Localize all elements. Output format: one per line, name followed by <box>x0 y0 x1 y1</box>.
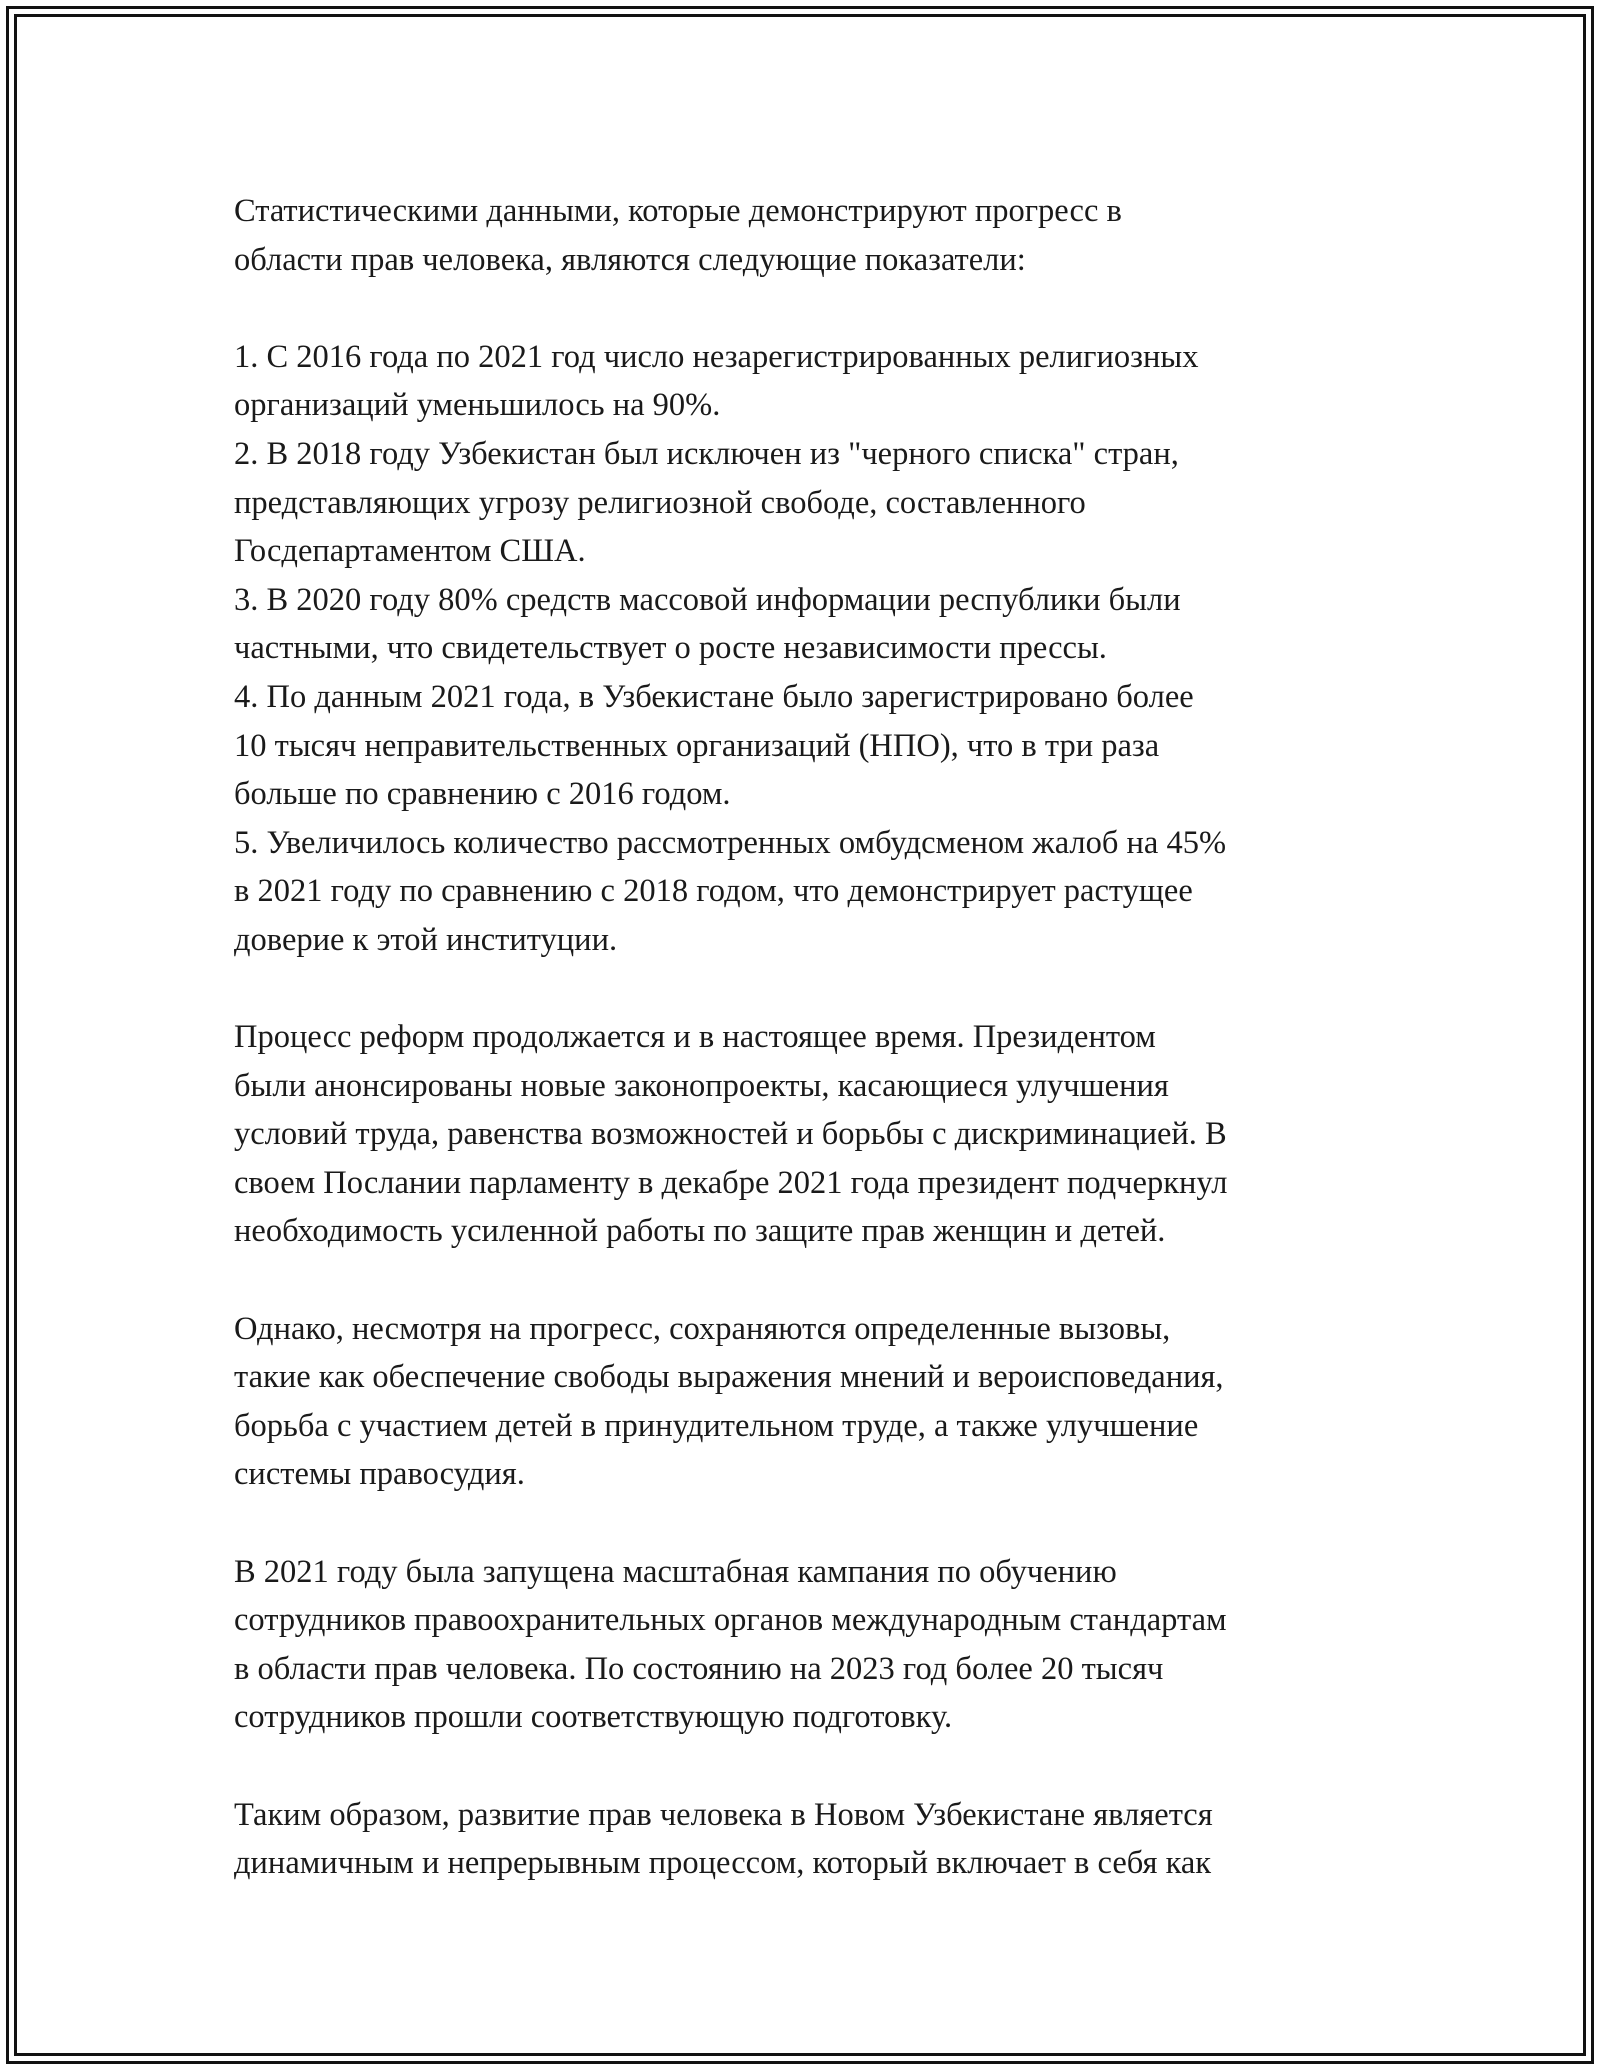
conclusion-paragraph <box>234 1791 1374 1888</box>
list-item-line: частными, что свидетельствует о росте независимости прессы. <box>234 630 1107 667</box>
challenges-line: такие как обеспечение свободы выражения мнений и вероисповедания, <box>234 1359 1224 1396</box>
intro-line: области прав человека, являются следующие показатели: <box>234 241 1026 278</box>
reforms-line: условий труда, равенства возможностей и борьбы с дискриминацией. В <box>234 1116 1227 1153</box>
list-item-line: Госдепартаментом США. <box>234 533 586 570</box>
training-line: В 2021 году была запущена масштабная кампания по обучению <box>234 1553 1117 1590</box>
reforms-line: необходимость усиленной работы по защите прав женщин и детей. <box>234 1213 1166 1250</box>
reforms-line: Процесс реформ продолжается и в настоящее время. Президентом <box>234 1019 1156 1056</box>
challenges-line: Однако, несмотря на прогресс, сохраняются определенные вызовы, <box>234 1310 1171 1347</box>
list-item-line: больше по сравнению с 2016 годом. <box>234 776 731 813</box>
reforms-line: были анонсированы новые законопроекты, касающиеся улучшения <box>234 1067 1169 1104</box>
list-item-line: 3. В 2020 году 80% средств массовой информации республики были <box>234 581 1181 618</box>
list-item-line: 2. В 2018 году Узбекистан был исключен из "черного списка" стран, <box>234 435 1179 472</box>
training-paragraph <box>234 1548 1374 1742</box>
training-line: сотрудников прошли соответствующую подготовку. <box>234 1699 953 1736</box>
list-item-line: представляющих угрозу религиозной свободе, составленного <box>234 484 1086 521</box>
conclusion-line: динамичным и непрерывным процессом, который включает в себя как <box>234 1845 1212 1882</box>
list-item-line: 10 тысяч неправительственных организаций (НПО), что в три раза <box>234 727 1160 764</box>
challenges-paragraph <box>234 1305 1374 1499</box>
challenges-line: системы правосудия. <box>234 1456 525 1493</box>
list-item-line: организаций уменьшилось на 90%. <box>234 387 721 424</box>
list-item <box>234 576 1374 673</box>
list-item-line: 5. Увеличилось количество рассмотренных омбудсменом жалоб на 45% <box>234 824 1227 861</box>
reforms-paragraph <box>234 1013 1374 1256</box>
training-line: в области прав человека. По состоянию на 2023 год более 20 тысяч <box>234 1650 1164 1687</box>
statistics-list <box>234 333 1374 965</box>
conclusion-line: Таким образом, развитие прав человека в Новом Узбекистане является <box>234 1796 1213 1833</box>
list-item <box>234 333 1374 430</box>
list-item-line: в 2021 году по сравнению с 2018 годом, что демонстрирует растущее <box>234 873 1193 910</box>
list-item <box>234 673 1374 819</box>
reforms-line: своем Послании парламенту в декабре 2021 года президент подчеркнул <box>234 1164 1228 1201</box>
intro-paragraph <box>234 187 1374 284</box>
document-body <box>234 187 1374 1888</box>
list-item <box>234 430 1374 576</box>
list-item <box>234 819 1374 965</box>
list-item-line: 4. По данным 2021 года, в Узбекистане было зарегистрировано более <box>234 678 1194 715</box>
training-line: сотрудников правоохранительных органов международным стандартам <box>234 1602 1227 1639</box>
intro-line: Статистическими данными, которые демонстрируют прогресс в <box>234 193 1122 229</box>
list-item-line: доверие к этой институции. <box>234 921 618 958</box>
list-item-line: 1. С 2016 года по 2021 год число незарегистрированных религиозных <box>234 338 1199 375</box>
challenges-line: борьба с участием детей в принудительном труде, а также улучшение <box>234 1407 1199 1444</box>
